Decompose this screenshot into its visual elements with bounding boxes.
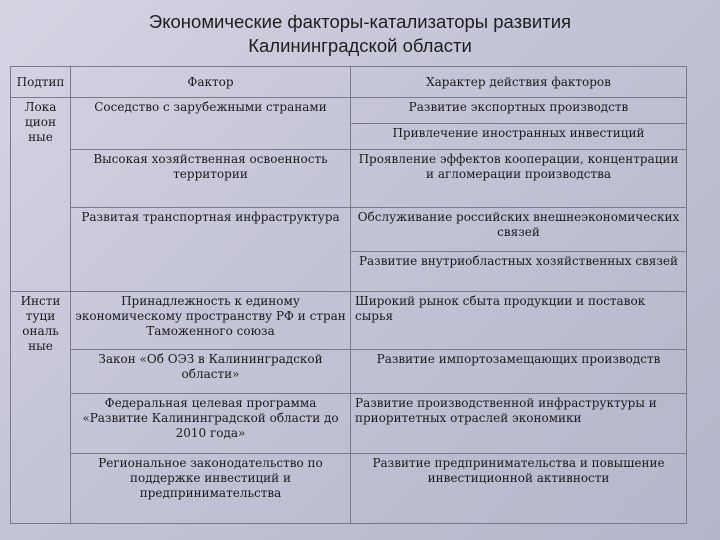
factor-cell: Закон «Об ОЭЗ в Калининградской области» [71, 350, 351, 394]
table-row [11, 454, 687, 524]
subtype-institutional: Инсти туци ональ ные [11, 292, 71, 524]
table-row [11, 394, 687, 454]
effect-cell: Развитие экспортных производств [351, 98, 687, 124]
factor-cell: Развитая транспортная инфраструктура [71, 208, 351, 292]
subtype-local: Лока цион ные [11, 98, 71, 292]
effect-cell: Проявление эффектов кооперации, концентрации и агломерации производства [351, 150, 687, 208]
table-row [11, 150, 687, 208]
factors-table [10, 66, 687, 524]
effect-cell: Развитие внутриобластных хозяйственных связей [351, 252, 687, 292]
title-line-1: Экономические факторы-катализаторы развития [148, 11, 572, 32]
factor-cell: Высокая хозяйственная освоенность территории [71, 150, 351, 208]
effect-cell: Развитие производственной инфраструктуры и приоритетных отраслей экономики [351, 394, 687, 454]
factor-cell: Региональное законодательство по поддержке инвестиций и предпринимательства [71, 454, 351, 524]
table-row [11, 292, 687, 350]
effect-cell: Привлечение иностранных инвестиций [351, 124, 687, 150]
effect-cell: Развитие импортозамещающих производств [351, 350, 687, 394]
table-row [11, 98, 687, 124]
header-factor: Фактор [71, 67, 351, 98]
slide-title [0, 10, 720, 58]
header-type: Подтип [11, 67, 71, 98]
factor-cell: Соседство с зарубежными странами [71, 98, 351, 150]
title-line-2: Калининградской области [248, 35, 472, 56]
table-row [11, 350, 687, 394]
header-row [11, 67, 687, 98]
factor-cell: Принадлежность к единому экономическому пространству РФ и стран Таможенного союза [71, 292, 351, 350]
effect-cell: Обслуживание российских внешнеэкономических связей [351, 208, 687, 252]
effect-cell: Широкий рынок сбыта продукции и поставок сырья [351, 292, 687, 350]
effect-cell: Развитие предпринимательства и повышение инвестиционной активности [351, 454, 687, 524]
table-row [11, 208, 687, 252]
factor-cell: Федеральная целевая программа «Развитие Калининградской области до 2010 года» [71, 394, 351, 454]
header-effect: Характер действия факторов [351, 67, 687, 98]
